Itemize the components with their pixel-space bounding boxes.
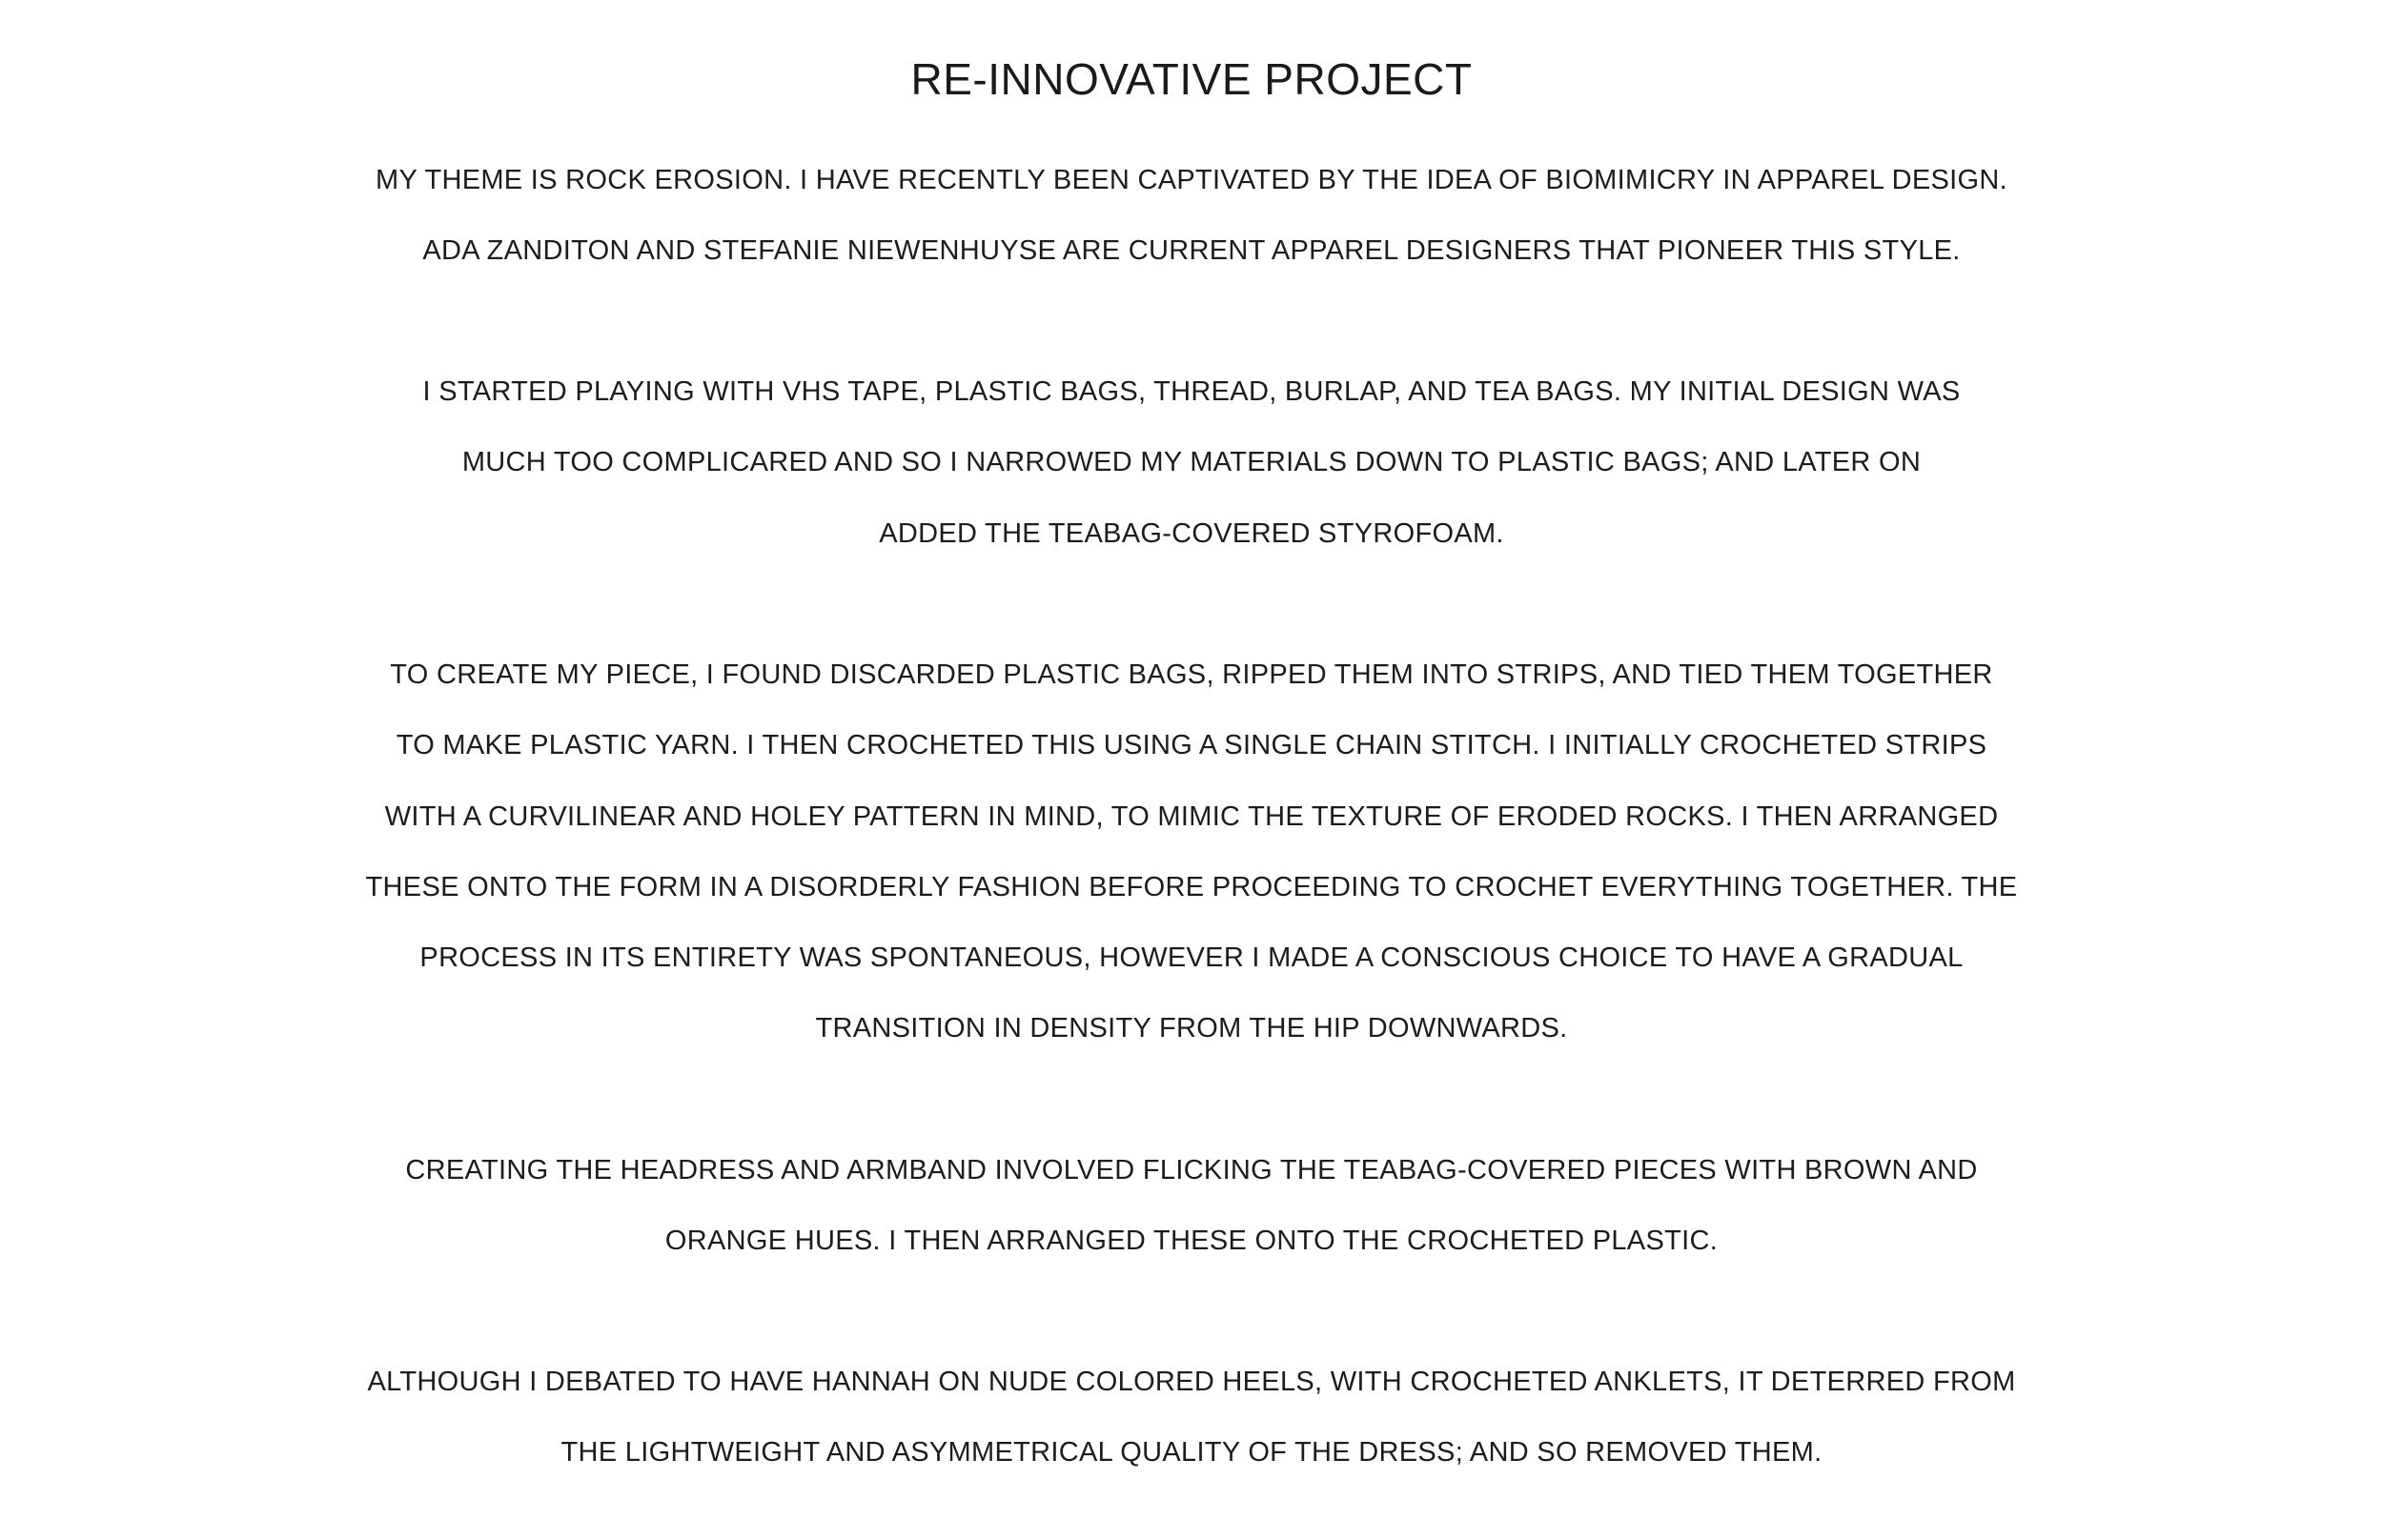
paragraph-3-line-5: PROCESS IN ITS ENTIRETY WAS SPONTANEOUS, HOWEVER I MADE A CONSCIOUS CHOICE TO HAVE A GRADUAL	[419, 942, 1964, 973]
paragraph-2-line-1: I STARTED PLAYING WITH VHS TAPE, PLASTIC BAGS, THREAD, BURLAP, AND TEA BAGS. MY INITIAL DESIGN WAS	[422, 376, 1961, 407]
page-title: RE-INNOVATIVE PROJECT	[910, 54, 1473, 104]
paragraph-5-line-1: ALTHOUGH I DEBATED TO HAVE HANNAH ON NUDE COLORED HEELS, WITH CROCHETED ANKLETS, IT DETERRED FROM	[367, 1367, 2016, 1397]
paragraph-1-line-2: ADA ZANDITON AND STEFANIE NIEWENHUYSE ARE CURRENT APPAREL DESIGNERS THAT PIONEER THIS STYLE.	[422, 235, 1961, 266]
paragraph-4-line-1: CREATING THE HEADRESS AND ARMBAND INVOLVED FLICKING THE TEABAG-COVERED PIECES WITH BROWN AND	[405, 1155, 1978, 1185]
paragraph-3-line-3: WITH A CURVILINEAR AND HOLEY PATTERN IN MIND, TO MIMIC THE TEXTURE OF ERODED ROCKS. I THEN ARRANGED	[384, 801, 1999, 832]
paragraph-3-line-4: THESE ONTO THE FORM IN A DISORDERLY FASHION BEFORE PROCEEDING TO CROCHET EVERYTHING TOGETHER. THE	[365, 872, 2018, 902]
paragraph-5-line-2: THE LIGHTWEIGHT AND ASYMMETRICAL QUALITY OF THE DRESS; AND SO REMOVED THEM.	[560, 1437, 1823, 1468]
paragraph-3-line-1: TO CREATE MY PIECE, I FOUND DISCARDED PLASTIC BAGS, RIPPED THEM INTO STRIPS, AND TIED THEM TOGETHER	[390, 659, 1993, 690]
paragraph-2-line-2: MUCH TOO COMPLICARED AND SO I NARROWED MY MATERIALS DOWN TO PLASTIC BAGS; AND LATER ON	[461, 447, 1922, 477]
paragraph-1-line-1: MY THEME IS ROCK EROSION. I HAVE RECENTLY BEEN CAPTIVATED BY THE IDEA OF BIOMIMICRY IN APPAREL DESIGN.	[376, 165, 2007, 195]
paragraph-4-line-2: ORANGE HUES. I THEN ARRANGED THESE ONTO THE CROCHETED PLASTIC.	[664, 1226, 1719, 1256]
paragraph-3-line-2: TO MAKE PLASTIC YARN. I THEN CROCHETED THIS USING A SINGLE CHAIN STITCH. I INITIALLY CROCHETED STRIPS	[396, 730, 1987, 760]
paragraph-2-line-3: ADDED THE TEABAG-COVERED STYROFOAM.	[879, 518, 1504, 549]
paragraph-3-line-6: TRANSITION IN DENSITY FROM THE HIP DOWNWARDS.	[815, 1013, 1568, 1044]
